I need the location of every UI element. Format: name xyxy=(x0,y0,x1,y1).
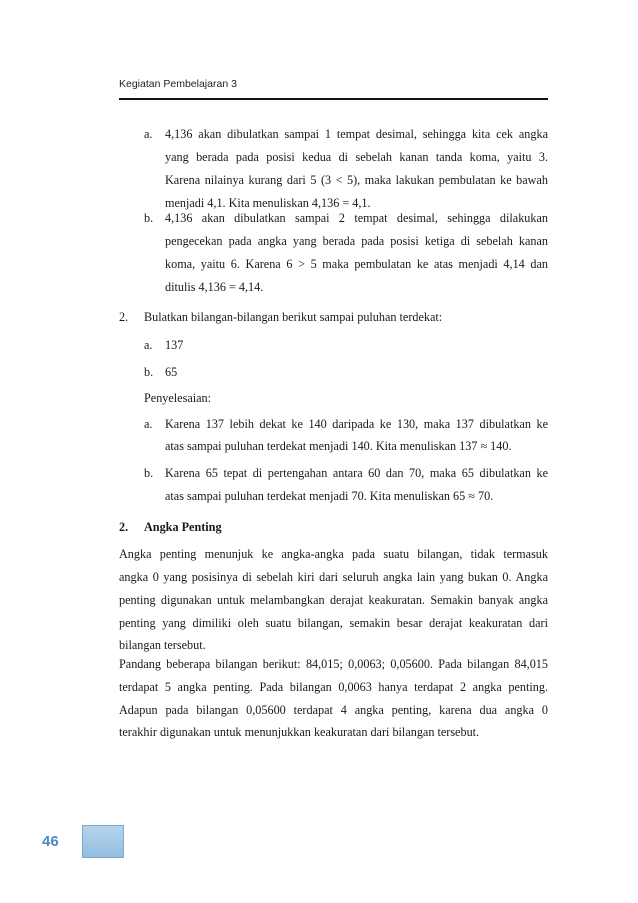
section-number: 2. xyxy=(119,520,129,534)
list-marker: b. xyxy=(144,211,154,225)
question-number: 2. xyxy=(119,310,129,324)
paragraph-2-line-4: terakhir digunakan untuk menunjukkan keakuratan dari bilangan tersebut. xyxy=(119,725,480,739)
paragraph-1-line-2: angka 0 yang posisinya di sebelah kiri dari seluruh angka lain yang bukan 0. Angka xyxy=(119,570,548,584)
example-1a-line-1: 4,136 akan dibulatkan sampai 1 tempat desimal, sehingga kita cek angka xyxy=(165,127,548,141)
paragraph-1-line-5: bilangan tersebut. xyxy=(119,638,206,652)
list-marker: b. xyxy=(144,365,154,379)
section-title: Angka Penting xyxy=(144,520,222,534)
paragraph-2-line-2: terdapat 5 angka penting. Pada bilangan 0,0063 hanya terdapat 2 angka penting. xyxy=(119,680,548,694)
example-1a-line-4: menjadi 4,1. Kita menuliskan 4,136 = 4,1. xyxy=(165,196,371,210)
example-1a-line-3: Karena nilainya kurang dari 5 (3 < 5), maka lakukan pembulatan ke bawah xyxy=(165,173,548,187)
running-header: Kegiatan Pembelajaran 3 xyxy=(119,78,237,90)
solution-b-line-1: Karena 65 tepat di pertengahan antara 60 dan 70, maka 65 dibulatkan ke xyxy=(165,466,548,480)
paragraph-1-line-1: Angka penting menunjuk ke angka-angka pada suatu bilangan, tidak termasuk xyxy=(119,547,548,561)
question-item-value: 65 xyxy=(165,365,178,379)
example-1b-line-1: 4,136 akan dibulatkan sampai 2 tempat desimal, sehingga dilakukan xyxy=(165,211,548,225)
paragraph-2-line-1: Pandang beberapa bilangan berikut: 84,015; 0,0063; 0,05600. Pada bilangan 84,015 xyxy=(119,657,548,671)
question-item-value: 137 xyxy=(165,338,184,352)
example-1b-line-2: pengecekan pada angka yang berada pada posisi ketiga di sebelah kanan xyxy=(165,234,548,248)
example-1a-line-2: yang berada pada posisi kedua di sebelah kanan tanda koma, yaitu 3. xyxy=(165,150,548,164)
solution-a-line-2: atas sampai puluhan terdekat menjadi 140. Kita menuliskan 137 ≈ 140. xyxy=(165,439,512,453)
page-tab-decoration xyxy=(82,825,124,858)
list-marker: a. xyxy=(144,417,153,431)
solution-a-line-1: Karena 137 lebih dekat ke 140 daripada ke 130, maka 137 dibulatkan ke xyxy=(165,417,548,431)
paragraph-1-line-3: penting digunakan untuk melambangkan derajat keakuratan. Semakin banyak angka xyxy=(119,593,548,607)
solution-label: Penyelesaian: xyxy=(144,391,212,405)
question-text: Bulatkan bilangan-bilangan berikut sampai puluhan terdekat: xyxy=(144,310,443,324)
list-marker: a. xyxy=(144,127,153,141)
solution-b-line-2: atas sampai puluhan terdekat menjadi 70. Kita menuliskan 65 ≈ 70. xyxy=(165,489,494,503)
example-1b-line-3: koma, yaitu 6. Karena 6 > 5 maka pembulatan ke atas menjadi 4,14 dan xyxy=(165,257,548,271)
list-marker: b. xyxy=(144,466,154,480)
paragraph-2-line-3: Adapun pada bilangan 0,05600 terdapat 4 angka penting, karena dua angka 0 xyxy=(119,703,548,717)
paragraph-1-line-4: penting yang dimiliki oleh suatu bilangan, semakin besar derajat keakuratan dari xyxy=(119,616,548,630)
example-1b-line-4: ditulis 4,136 = 4,14. xyxy=(165,280,264,294)
list-marker: a. xyxy=(144,338,153,352)
page-number: 46 xyxy=(42,833,59,850)
header-divider xyxy=(119,98,548,100)
